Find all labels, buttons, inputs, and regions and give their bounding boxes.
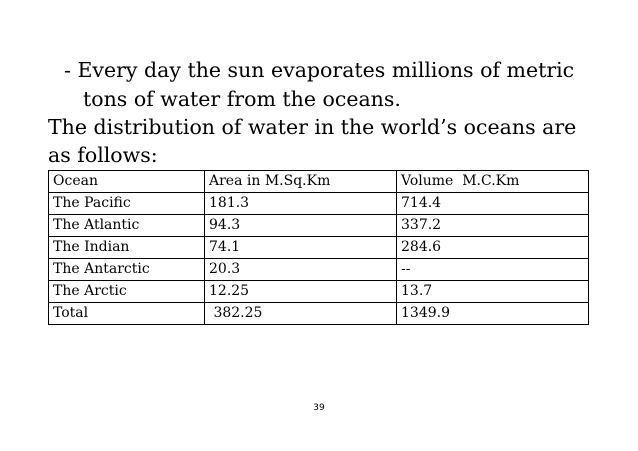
header-cell-area: Area in M.Sq.Km [205,171,397,193]
table-cell: 13.7 [397,281,589,303]
table-cell: 74.1 [205,237,397,259]
table-row [49,215,589,237]
table-cell: 337.2 [397,215,589,237]
table-cell: The Indian [49,237,205,259]
table-header-row [49,171,589,193]
table-cell: 94.3 [205,215,397,237]
ocean-distribution-table [48,170,589,325]
table-row-total [49,303,589,325]
table-cell: Total [49,303,205,325]
table-cell: The Pacific [49,193,205,215]
header-cell-volume: Volume M.C.Km [397,171,589,193]
table-cell: The Atlantic [49,215,205,237]
table-cell: The Antarctic [49,259,205,281]
table-cell: 20.3 [205,259,397,281]
table-cell: 12.25 [205,281,397,303]
paragraph-line-1: The distribution of water in the world’s oceans are [48,115,577,139]
table-row [49,259,589,281]
table-cell: The Arctic [49,281,205,303]
table-row [49,193,589,215]
table-cell: 1349.9 [397,303,589,325]
table-row [49,237,589,259]
table-cell: 382.25 [205,303,397,325]
table-cell: -- [397,259,589,281]
header-cell-ocean: Ocean [49,171,205,193]
table-cell: 181.3 [205,193,397,215]
table-cell: 714.4 [397,193,589,215]
bullet-text-line-2: tons of water from the oceans. [83,87,401,111]
table-row [49,281,589,303]
page-number: 39 [313,403,325,413]
bullet-text-line-1: - Every day the sun evaporates millions of metric [64,58,575,82]
table-cell: 284.6 [397,237,589,259]
paragraph-line-2: as follows: [48,143,158,167]
